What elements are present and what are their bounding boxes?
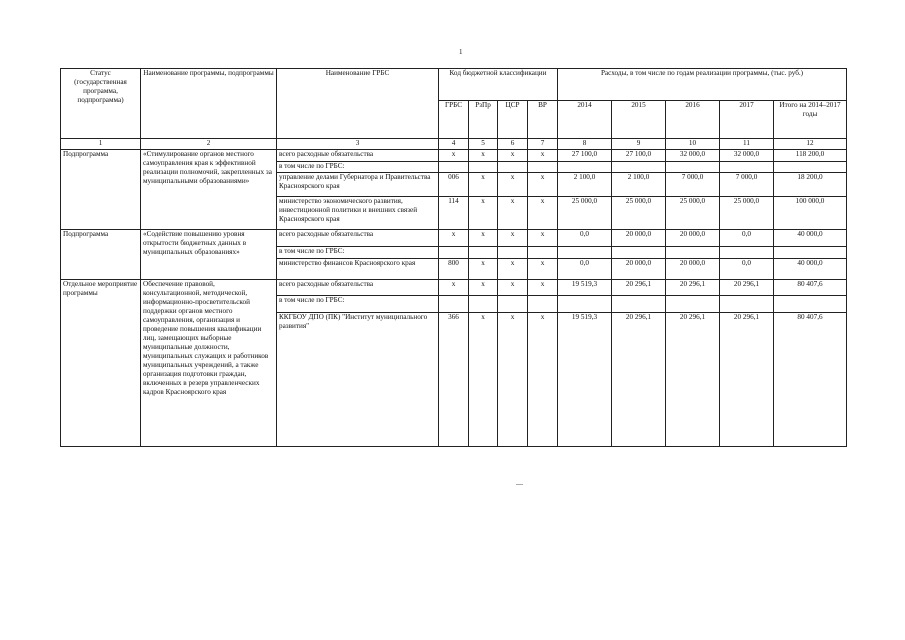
row-grbs: министерство финансов Красноярского края bbox=[277, 259, 439, 280]
column-number: 4 bbox=[439, 139, 469, 150]
cell-vr: х bbox=[528, 313, 558, 447]
row-status: Подпрограмма bbox=[61, 230, 141, 280]
cell-2014: 0,0 bbox=[558, 230, 612, 247]
header-csr: ЦСР bbox=[498, 101, 528, 139]
cell-grbs-code: х bbox=[439, 230, 469, 247]
row-program-name: «Стимулирование органов местного самоуправления края к эффективной реализации полномочий, закрепленных за муниципальными образованиями» bbox=[141, 150, 277, 230]
cell-vr: х bbox=[528, 280, 558, 296]
cell-2017: 20 296,1 bbox=[720, 313, 774, 447]
cell-2016: 20 296,1 bbox=[666, 280, 720, 296]
cell-2016: 7 000,0 bbox=[666, 173, 720, 197]
header-total: Итого на 2014–2017 годы bbox=[774, 101, 847, 139]
cell-2015: 27 100,0 bbox=[612, 150, 666, 162]
cell-rzpr: х bbox=[469, 197, 498, 230]
header-program-name: Наименование программы, подпрограммы bbox=[141, 69, 277, 139]
cell-total: 18 200,0 bbox=[774, 173, 847, 197]
cell-total: 80 407,6 bbox=[774, 280, 847, 296]
row-grbs: в том числе по ГРБС: bbox=[277, 162, 439, 173]
header-year-2015: 2015 bbox=[612, 101, 666, 139]
row-status: Подпрограмма bbox=[61, 150, 141, 230]
header-year-2014: 2014 bbox=[558, 101, 612, 139]
cell-2017: 7 000,0 bbox=[720, 173, 774, 197]
cell-grbs-code: 114 bbox=[439, 197, 469, 230]
column-number: 7 bbox=[528, 139, 558, 150]
row-status: Отдельное мероприятие программы bbox=[61, 280, 141, 447]
page-number: 1 bbox=[459, 48, 463, 56]
cell-vr: х bbox=[528, 230, 558, 247]
cell-vr: х bbox=[528, 173, 558, 197]
cell-2015: 20 000,0 bbox=[612, 259, 666, 280]
column-number: 11 bbox=[720, 139, 774, 150]
header-rzpr: РзПр bbox=[469, 101, 498, 139]
cell-2017: 0,0 bbox=[720, 259, 774, 280]
header-vr: ВР bbox=[528, 101, 558, 139]
cell-grbs-code: 006 bbox=[439, 173, 469, 197]
cell-vr: х bbox=[528, 197, 558, 230]
cell-csr: х bbox=[498, 150, 528, 162]
cell-csr: х bbox=[498, 230, 528, 247]
cell-total: 80 407,6 bbox=[774, 313, 847, 447]
cell-rzpr: х bbox=[469, 313, 498, 447]
cell-2015: 20 000,0 bbox=[612, 230, 666, 247]
cell-vr: х bbox=[528, 150, 558, 162]
cell-2015: 20 296,1 bbox=[612, 280, 666, 296]
cell-2014: 19 519,3 bbox=[558, 313, 612, 447]
cell-2017: 0,0 bbox=[720, 230, 774, 247]
header-expenses: Расходы, в том числе по годам реализации программы, (тыс. руб.) bbox=[558, 69, 847, 101]
column-number: 8 bbox=[558, 139, 612, 150]
cell-2014: 19 519,3 bbox=[558, 280, 612, 296]
cell-grbs-code: 800 bbox=[439, 259, 469, 280]
cell-csr: х bbox=[498, 197, 528, 230]
budget-table bbox=[60, 68, 847, 447]
header-year-2017: 2017 bbox=[720, 101, 774, 139]
cell-2015: 25 000,0 bbox=[612, 197, 666, 230]
cell-2014: 2 100,0 bbox=[558, 173, 612, 197]
table-row bbox=[61, 150, 847, 162]
cell-total: 40 000,0 bbox=[774, 230, 847, 247]
column-number: 5 bbox=[469, 139, 498, 150]
cell-2016: 20 000,0 bbox=[666, 259, 720, 280]
header-status: Статус (государственная программа, подпрограмма) bbox=[61, 69, 141, 139]
cell-total: 40 000,0 bbox=[774, 259, 847, 280]
cell-rzpr: х bbox=[469, 280, 498, 296]
cell-grbs-code: х bbox=[439, 150, 469, 162]
row-grbs: всего расходные обязательства bbox=[277, 150, 439, 162]
cell-2017: 25 000,0 bbox=[720, 197, 774, 230]
cell-csr: х bbox=[498, 259, 528, 280]
cell-2017: 32 000,0 bbox=[720, 150, 774, 162]
row-grbs: ККГБОУ ДПО (ПК) "Институт муниципального развития" bbox=[277, 313, 439, 447]
cell-rzpr: х bbox=[469, 259, 498, 280]
column-number: 10 bbox=[666, 139, 720, 150]
column-number: 6 bbox=[498, 139, 528, 150]
row-grbs: в том числе по ГРБС: bbox=[277, 296, 439, 313]
row-grbs: всего расходные обязательства bbox=[277, 230, 439, 247]
cell-rzpr: х bbox=[469, 173, 498, 197]
row-program-name: «Содействие повышению уровня открытости бюджетных данных в муниципальных образованиях» bbox=[141, 230, 277, 280]
cell-grbs-code: х bbox=[439, 280, 469, 296]
column-number: 1 bbox=[61, 139, 141, 150]
column-number: 2 bbox=[141, 139, 277, 150]
header-grbs-code: ГРБС bbox=[439, 101, 469, 139]
row-grbs: министерство экономического развития, инвестиционной политики и внешних связей Красноярского края bbox=[277, 197, 439, 230]
row-program-name: Обеспечение правовой, консультационной, методической, информационно-просветительской поддержки органов местного самоуправления, организация и проведение повышения квалификации лиц, замещающих выборные муниципальные должности, муниципальных служащих и работников муниципальных учреждений, а также организация подготовки граждан, включенных в резерв управленческих кадров Красноярского края bbox=[141, 280, 277, 447]
row-grbs: в том числе по ГРБС: bbox=[277, 247, 439, 259]
cell-csr: х bbox=[498, 173, 528, 197]
row-grbs: управление делами Губернатора и Правительства Красноярского края bbox=[277, 173, 439, 197]
cell-2016: 32 000,0 bbox=[666, 150, 720, 162]
cell-2015: 20 296,1 bbox=[612, 313, 666, 447]
cell-vr: х bbox=[528, 259, 558, 280]
table-row bbox=[61, 280, 847, 296]
page-footer-mark: — bbox=[516, 480, 523, 488]
cell-total: 118 200,0 bbox=[774, 150, 847, 162]
header-year-2016: 2016 bbox=[666, 101, 720, 139]
row-grbs: всего расходные обязательства bbox=[277, 280, 439, 296]
cell-2014: 27 100,0 bbox=[558, 150, 612, 162]
cell-2016: 20 296,1 bbox=[666, 313, 720, 447]
cell-2015: 2 100,0 bbox=[612, 173, 666, 197]
cell-grbs-code: 366 bbox=[439, 313, 469, 447]
header-budget-code: Код бюджетной классификации bbox=[439, 69, 558, 101]
cell-csr: х bbox=[498, 313, 528, 447]
cell-2017: 20 296,1 bbox=[720, 280, 774, 296]
column-number: 9 bbox=[612, 139, 666, 150]
cell-total: 100 000,0 bbox=[774, 197, 847, 230]
cell-2016: 25 000,0 bbox=[666, 197, 720, 230]
column-number: 3 bbox=[277, 139, 439, 150]
table-row bbox=[61, 230, 847, 247]
cell-csr: х bbox=[498, 280, 528, 296]
cell-rzpr: х bbox=[469, 230, 498, 247]
cell-2014: 0,0 bbox=[558, 259, 612, 280]
column-number: 12 bbox=[774, 139, 847, 150]
cell-2014: 25 000,0 bbox=[558, 197, 612, 230]
cell-2016: 20 000,0 bbox=[666, 230, 720, 247]
cell-rzpr: х bbox=[469, 150, 498, 162]
header-grbs-name: Наименование ГРБС bbox=[277, 69, 439, 139]
